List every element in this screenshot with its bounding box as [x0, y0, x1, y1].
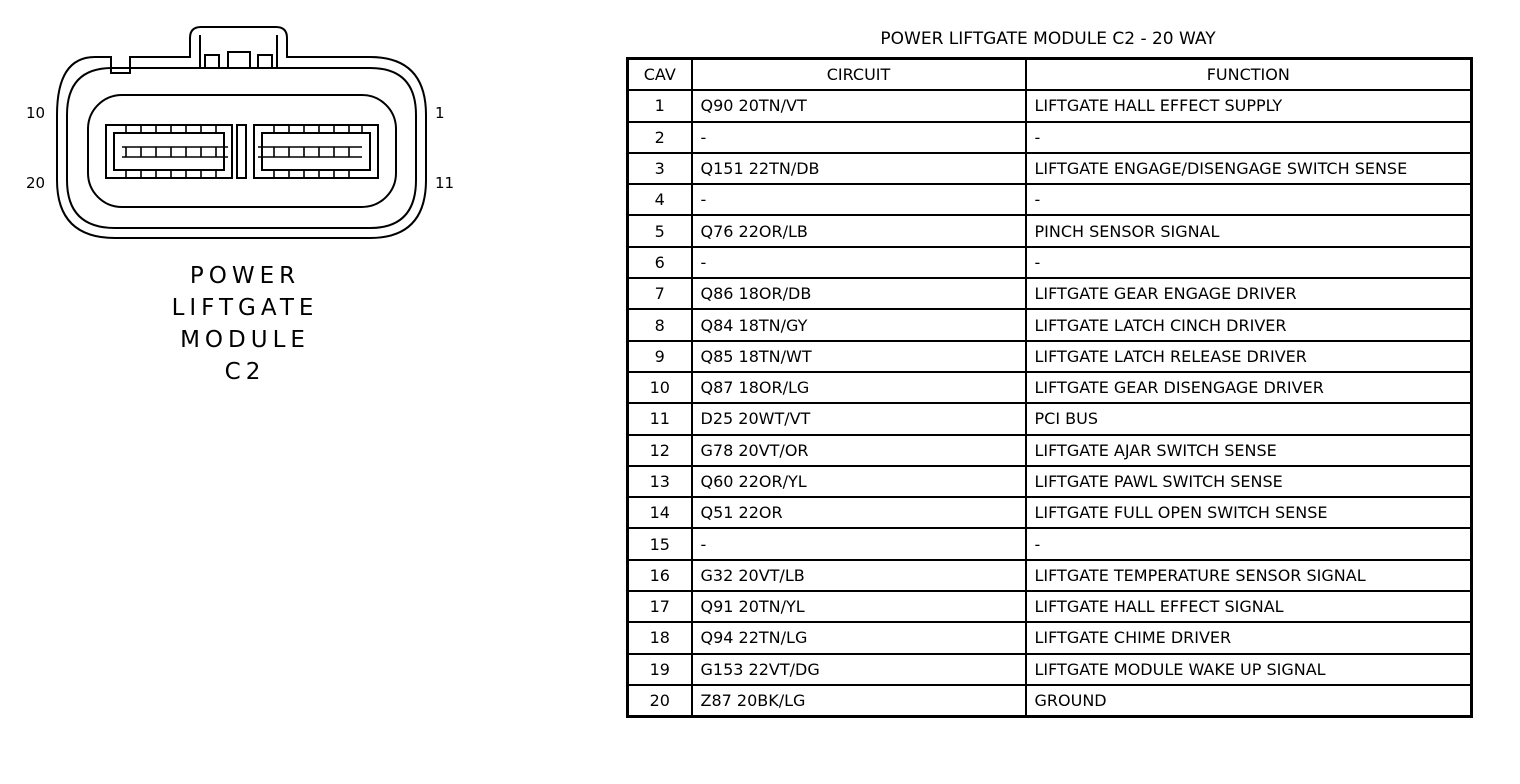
function-cell: GROUND — [1026, 685, 1472, 717]
function-cell: LIFTGATE CHIME DRIVER — [1026, 622, 1472, 653]
table-row — [628, 341, 1472, 372]
function-cell: - — [1026, 184, 1472, 215]
function-cell: LIFTGATE ENGAGE/DISENGAGE SWITCH SENSE — [1026, 153, 1472, 184]
cav-cell: 20 — [628, 685, 692, 717]
connector-caption — [140, 260, 350, 388]
table-row — [628, 153, 1472, 184]
cav-cell: 1 — [628, 90, 692, 121]
table-row — [628, 90, 1472, 121]
table-row — [628, 528, 1472, 559]
circuit-cell: Q91 20TN/YL — [692, 591, 1026, 622]
table-body — [628, 90, 1472, 716]
circuit-cell: Q85 18TN/WT — [692, 341, 1026, 372]
cav-cell: 19 — [628, 654, 692, 685]
cav-cell: 5 — [628, 215, 692, 246]
cav-cell: 6 — [628, 247, 692, 278]
circuit-cell: Q84 18TN/GY — [692, 309, 1026, 340]
circuit-cell: Q76 22OR/LB — [692, 215, 1026, 246]
table-row — [628, 247, 1472, 278]
cav-cell: 7 — [628, 278, 692, 309]
function-cell: LIFTGATE HALL EFFECT SUPPLY — [1026, 90, 1472, 121]
circuit-cell: Q94 22TN/LG — [692, 622, 1026, 653]
function-cell: LIFTGATE PAWL SWITCH SENSE — [1026, 466, 1472, 497]
header-cav: CAV — [628, 59, 692, 91]
circuit-cell: Q51 22OR — [692, 497, 1026, 528]
circuit-cell: - — [692, 528, 1026, 559]
cav-cell: 17 — [628, 591, 692, 622]
function-cell: LIFTGATE HALL EFFECT SIGNAL — [1026, 591, 1472, 622]
function-cell: LIFTGATE AJAR SWITCH SENSE — [1026, 435, 1472, 466]
table-row — [628, 466, 1472, 497]
table-row — [628, 560, 1472, 591]
table-row — [628, 215, 1472, 246]
function-cell: LIFTGATE GEAR DISENGAGE DRIVER — [1026, 372, 1472, 403]
function-cell: - — [1026, 528, 1472, 559]
cav-cell: 8 — [628, 309, 692, 340]
cav-cell: 14 — [628, 497, 692, 528]
circuit-cell: Z87 20BK/LG — [692, 685, 1026, 717]
cav-cell: 3 — [628, 153, 692, 184]
cav-cell: 16 — [628, 560, 692, 591]
pin-label-1: 1 — [435, 104, 445, 122]
pin-label-20: 20 — [26, 174, 46, 192]
cav-cell: 12 — [628, 435, 692, 466]
caption-line: POWER — [189, 263, 301, 289]
pin-label-11: 11 — [435, 174, 455, 192]
function-cell: - — [1026, 122, 1472, 153]
table-row — [628, 435, 1472, 466]
cav-cell: 10 — [628, 372, 692, 403]
table-row — [628, 403, 1472, 434]
table-row — [628, 685, 1472, 717]
table-title: POWER LIFTGATE MODULE C2 - 20 WAY — [880, 29, 1216, 49]
cav-cell: 11 — [628, 403, 692, 434]
caption-line: C2 — [224, 359, 266, 385]
header-circuit: CIRCUIT — [692, 59, 1026, 91]
table-row — [628, 622, 1472, 653]
table-header-row — [628, 59, 1472, 91]
circuit-cell: G32 20VT/LB — [692, 560, 1026, 591]
function-cell: LIFTGATE GEAR ENGAGE DRIVER — [1026, 278, 1472, 309]
function-cell: LIFTGATE MODULE WAKE UP SIGNAL — [1026, 654, 1472, 685]
circuit-cell: - — [692, 247, 1026, 278]
function-cell: PINCH SENSOR SIGNAL — [1026, 215, 1472, 246]
pin-label-10: 10 — [26, 104, 46, 122]
table-row — [628, 654, 1472, 685]
table-row — [628, 497, 1472, 528]
function-cell: LIFTGATE LATCH RELEASE DRIVER — [1026, 341, 1472, 372]
table-row — [628, 184, 1472, 215]
table-row — [628, 372, 1472, 403]
circuit-cell: D25 20WT/VT — [692, 403, 1026, 434]
table-row — [628, 309, 1472, 340]
function-cell: LIFTGATE TEMPERATURE SENSOR SIGNAL — [1026, 560, 1472, 591]
cav-cell: 13 — [628, 466, 692, 497]
circuit-cell: - — [692, 184, 1026, 215]
circuit-cell: Q87 18OR/LG — [692, 372, 1026, 403]
cav-cell: 9 — [628, 341, 692, 372]
table-row — [628, 122, 1472, 153]
function-cell: LIFTGATE LATCH CINCH DRIVER — [1026, 309, 1472, 340]
circuit-cell: Q151 22TN/DB — [692, 153, 1026, 184]
function-cell: PCI BUS — [1026, 403, 1472, 434]
function-cell: LIFTGATE FULL OPEN SWITCH SENSE — [1026, 497, 1472, 528]
circuit-cell: Q86 18OR/DB — [692, 278, 1026, 309]
caption-line: MODULE — [180, 327, 310, 353]
cav-cell: 4 — [628, 184, 692, 215]
cav-cell: 18 — [628, 622, 692, 653]
caption-line: LIFTGATE — [171, 295, 319, 321]
circuit-cell: Q90 20TN/VT — [692, 90, 1026, 121]
circuit-cell: G153 22VT/DG — [692, 654, 1026, 685]
function-cell: - — [1026, 247, 1472, 278]
cav-cell: 2 — [628, 122, 692, 153]
circuit-cell: Q60 22OR/YL — [692, 466, 1026, 497]
header-function: FUNCTION — [1026, 59, 1472, 91]
circuit-cell: G78 20VT/OR — [692, 435, 1026, 466]
cav-cell: 15 — [628, 528, 692, 559]
pinout-table — [626, 57, 1473, 718]
table-row — [628, 591, 1472, 622]
table-row — [628, 278, 1472, 309]
circuit-cell: - — [692, 122, 1026, 153]
